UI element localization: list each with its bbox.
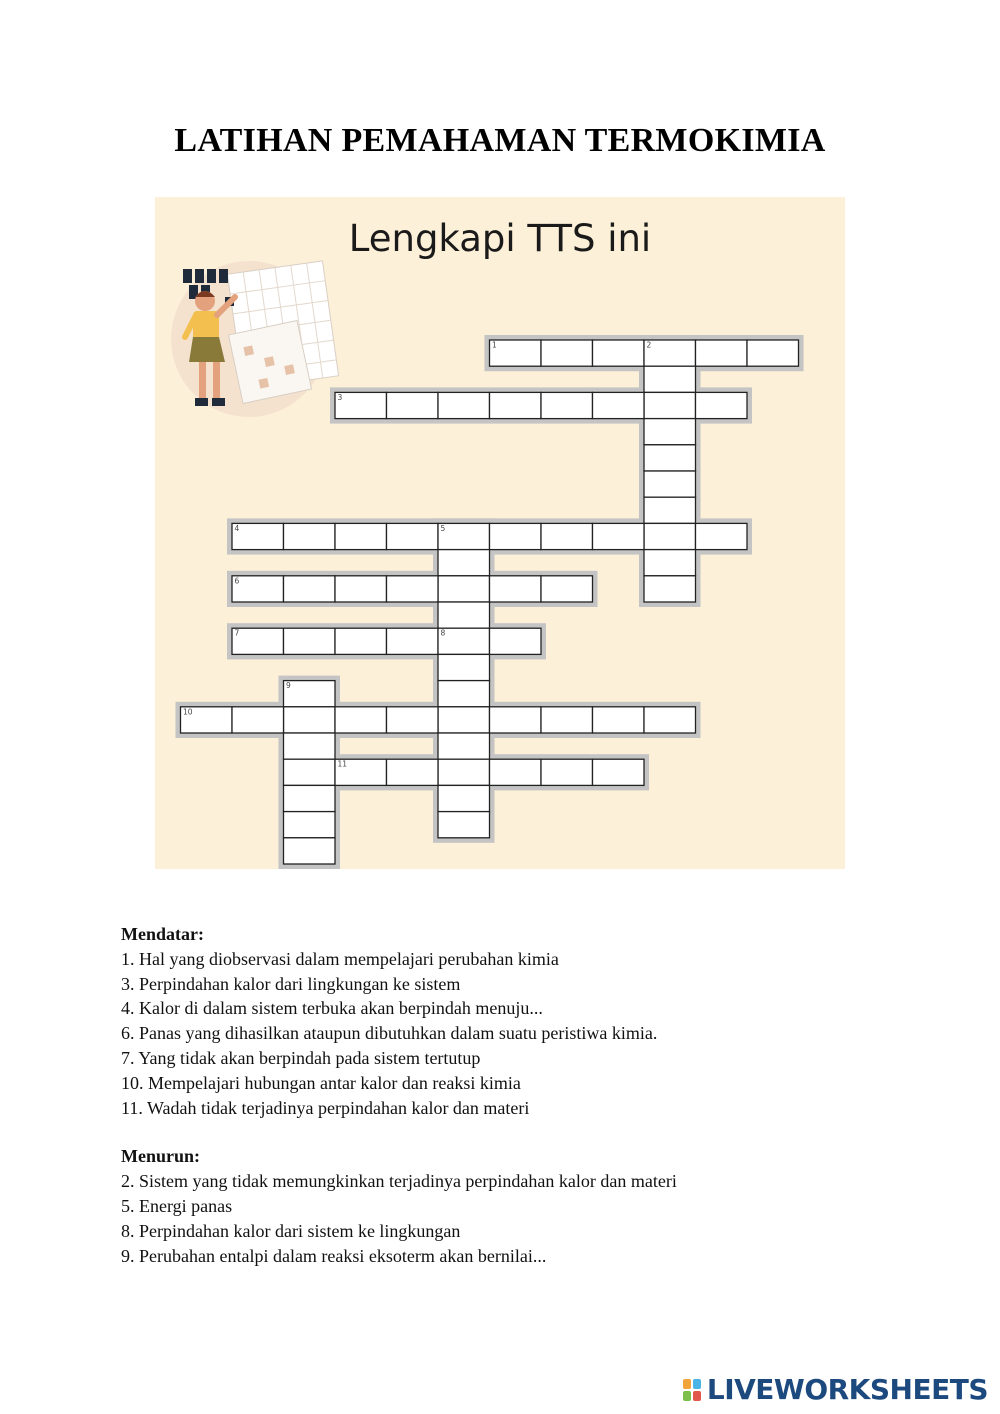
crossword-cell[interactable] (284, 681, 336, 707)
crossword-cell[interactable] (644, 392, 696, 418)
crossword-grid (155, 197, 845, 869)
crossword-cell[interactable] (593, 523, 645, 549)
crossword-cell[interactable] (438, 654, 490, 680)
crossword-cell[interactable] (387, 759, 439, 785)
across-heading: Mendatar: (121, 924, 204, 944)
crossword-cell[interactable] (593, 707, 645, 733)
liveworksheets-icon (683, 1379, 703, 1401)
crossword-cell[interactable] (438, 392, 490, 418)
crossword-cell[interactable] (644, 340, 696, 366)
clue-list (121, 922, 901, 1268)
crossword-cell[interactable] (438, 628, 490, 654)
clue-number: 7 (234, 628, 240, 638)
crossword-cell[interactable] (644, 707, 696, 733)
crossword-cell[interactable] (438, 550, 490, 576)
down-clue-9: 9. Perubahan entalpi dalam reaksi eksoterm akan bernilai... (121, 1245, 547, 1266)
across-clue-7: 7. Yang tidak akan berpindah pada sistem tertutup (121, 1047, 481, 1068)
crossword-cell[interactable] (335, 628, 387, 654)
crossword-cell[interactable] (644, 523, 696, 549)
crossword-cell[interactable] (541, 707, 593, 733)
crossword-cell[interactable] (232, 523, 284, 549)
crossword-cell[interactable] (490, 759, 542, 785)
crossword-cell[interactable] (593, 392, 645, 418)
crossword-cell[interactable] (541, 392, 593, 418)
crossword-cell[interactable] (644, 550, 696, 576)
brand-name: LIVEWORKSHEETS (706, 1373, 988, 1406)
across-clue-1: 1. Hal yang diobservasi dalam mempelajari perubahan kimia (121, 948, 559, 969)
crossword-cell[interactable] (387, 576, 439, 602)
crossword-cell[interactable] (593, 340, 645, 366)
clue-number: 11 (337, 759, 348, 769)
clue-number: 10 (183, 707, 193, 717)
crossword-cell[interactable] (490, 628, 542, 654)
crossword-cell[interactable] (541, 523, 593, 549)
crossword-cell[interactable] (438, 523, 490, 549)
crossword-cell[interactable] (438, 576, 490, 602)
crossword-cell[interactable] (387, 392, 439, 418)
crossword-cell[interactable] (593, 759, 645, 785)
down-clue-5: 5. Energi panas (121, 1195, 233, 1216)
down-heading: Menurun: (121, 1146, 201, 1167)
crossword-cell[interactable] (696, 340, 748, 366)
crossword-cell[interactable] (696, 392, 748, 418)
crossword-cell[interactable] (438, 707, 490, 733)
crossword-cell[interactable] (438, 759, 490, 785)
across-clue-4: 4. Kalor di dalam sistem terbuka akan berpindah menuju... (121, 998, 543, 1019)
crossword-cell[interactable] (232, 576, 284, 602)
crossword-cell[interactable] (490, 576, 542, 602)
crossword-cell[interactable] (644, 366, 696, 392)
crossword-cell[interactable] (284, 812, 336, 838)
crossword-cell[interactable] (438, 785, 490, 811)
crossword-cell[interactable] (284, 523, 336, 549)
crossword-cell[interactable] (387, 628, 439, 654)
down-clue-8: 8. Perpindahan kalor dari sistem ke lingkungan (121, 1220, 461, 1241)
down-clue-2: 2. Sistem yang tidak memungkinkan terjadinya perpindahan kalor dan materi (121, 1171, 677, 1192)
crossword-cell[interactable] (284, 628, 336, 654)
clue-number: 8 (440, 628, 446, 638)
crossword-cell[interactable] (284, 838, 336, 864)
across-clue-10: 10. Mempelajari hubungan antar kalor dan reaksi kimia (121, 1072, 521, 1093)
crossword-cell[interactable] (541, 340, 593, 366)
across-clue-3: 3. Perpindahan kalor dari lingkungan ke sistem (121, 973, 461, 994)
crossword-cell[interactable] (232, 628, 284, 654)
document-title: LATIHAN PEMAHAMAN TERMOKIMIA (174, 122, 826, 159)
clue-number: 2 (646, 340, 652, 350)
crossword-cell[interactable] (335, 576, 387, 602)
crossword-cell[interactable] (490, 523, 542, 549)
clue-number: 6 (234, 576, 240, 586)
crossword-cell[interactable] (644, 445, 696, 471)
across-clue-6: 6. Panas yang dihasilkan ataupun dibutuhkan dalam suatu peristiwa kimia. (121, 1023, 658, 1044)
crossword-cell[interactable] (541, 759, 593, 785)
crossword-cell[interactable] (284, 785, 336, 811)
crossword-cell[interactable] (284, 733, 336, 759)
crossword-cell[interactable] (335, 523, 387, 549)
crossword-cell[interactable] (438, 681, 490, 707)
crossword-cell[interactable] (438, 602, 490, 628)
crossword-cell[interactable] (644, 497, 696, 523)
crossword-cell[interactable] (284, 759, 336, 785)
crossword-cell[interactable] (541, 576, 593, 602)
crossword-panel (155, 197, 845, 869)
crossword-cell[interactable] (696, 523, 748, 549)
crossword-cell[interactable] (438, 812, 490, 838)
crossword-cell[interactable] (284, 576, 336, 602)
liveworksheets-logo (683, 1373, 988, 1406)
crossword-cell[interactable] (335, 707, 387, 733)
clue-number: 1 (492, 340, 497, 350)
crossword-cell[interactable] (490, 340, 542, 366)
clue-number: 4 (234, 523, 240, 533)
crossword-cell[interactable] (387, 707, 439, 733)
crossword-cell[interactable] (747, 340, 799, 366)
clue-number: 5 (440, 523, 446, 533)
crossword-cell[interactable] (438, 733, 490, 759)
across-clue-11: 11. Wadah tidak terjadinya perpindahan kalor dan materi (121, 1097, 530, 1118)
illustration-crossword-person (171, 261, 339, 417)
crossword-cell[interactable] (335, 392, 387, 418)
crossword-cell[interactable] (232, 707, 284, 733)
grid-cells (181, 340, 799, 864)
crossword-cell[interactable] (284, 707, 336, 733)
crossword-cell[interactable] (490, 707, 542, 733)
crossword-cell[interactable] (387, 523, 439, 549)
crossword-cell[interactable] (490, 392, 542, 418)
crossword-cell[interactable] (644, 471, 696, 497)
crossword-cell[interactable] (644, 419, 696, 445)
crossword-cell[interactable] (644, 576, 696, 602)
clue-number: 9 (286, 681, 291, 691)
puzzle-heading: Lengkapi TTS ini (348, 217, 652, 260)
clue-number: 3 (337, 392, 343, 402)
